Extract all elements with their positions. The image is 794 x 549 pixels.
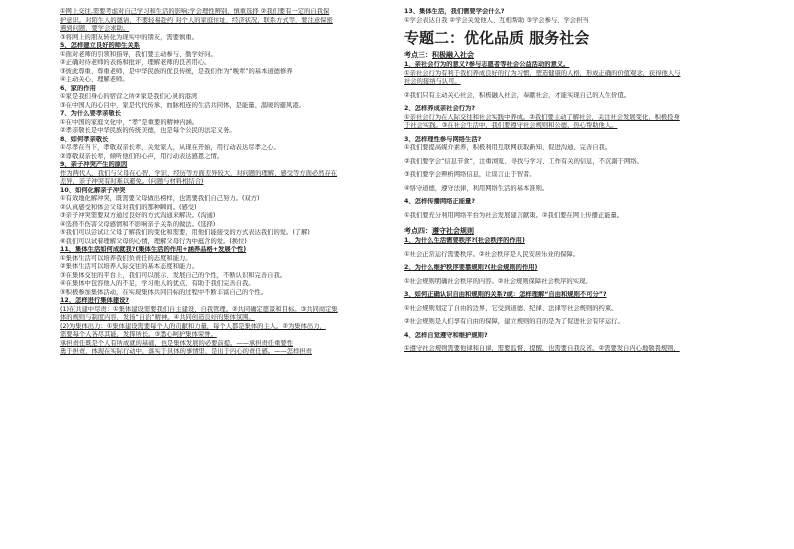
question-heading: 3、如何正确认识自由和规则的关系?或：怎样理解“自由和规则不可分”? — [404, 291, 607, 298]
topic-title: 专题二：优化品质 服务社会 — [404, 29, 590, 47]
text-line: 勇于担责，体现在实际行动中，落实于具体的事情里，是出于内心的责任感。——怎样担责 — [60, 348, 312, 355]
text-line: ①我们要提高媒介素养，积极利用互联网获取新知、促进沟通、完善自我。 — [404, 144, 612, 151]
exam-point-4-heading — [404, 226, 744, 236]
question-heading: 1、为什么生活需要秩序?(社会秩序的作用) — [404, 237, 525, 244]
text-line: ①遵守社会规则需要他律和自律，需要监督、提醒，也需要自我反省。②需要发自内心地敬畏规则， — [404, 345, 680, 352]
text-line: ①我们要充分利用网络平台为社会发展建言献策。②我们要在网上传播正能量。 — [404, 211, 624, 219]
text-line: ①亲社会行为在人际交往和社会实践中养成。②我们要主动了解社会，关注社会发展变化，积极投身 — [404, 113, 680, 121]
text-line: ⑥我们可以试着理解父母的心情，理解父母行为中蕴含的爱。(换位) — [60, 237, 247, 245]
text-line: 承担责任既是个人有所成就的基础，也是集体发展的必要前提。——承担责任重要性 — [60, 339, 293, 347]
text-line: 于社会实践。③在社会生活中，我们要遵守社会规则和公德，热心帮助他人。 — [404, 122, 618, 129]
question-heading: 2、怎样养成亲社会行为? — [404, 105, 476, 112]
text-line: 护意识。对陌生人的邀请，不要轻易赴约 对个人的家庭住址、经济状况、联系方式等，要注意保密 — [60, 16, 333, 24]
text-line: ②尊敬双亲长辈，倾听他们的心声，用行动表达感恩之情。 — [60, 152, 224, 160]
question-heading: 6、家的作用 — [60, 84, 96, 92]
text-line: 需要每个人各尽其能，发挥所长。③悉心呵护集体荣誉。 — [60, 331, 217, 338]
question-heading: 12、怎样进行集体建设? — [60, 297, 130, 304]
left-column — [60, 8, 380, 357]
text-line: ②孝亲敬长是中华民族的传统美德，也是每个公民的法定义务。 — [60, 127, 236, 134]
text-line: ①尽孝在当下，孝敬双亲长辈，关爱家人，从现在开始，用行动表达尽孝之心。 — [60, 144, 280, 151]
question-heading: 10、如何化解亲子冲突 — [60, 186, 126, 194]
text-line: 遇到问题，要学会求助。 — [60, 25, 130, 32]
text-line: ⑤我们可以尝试让父母了解我们的变化和需要，用他们能接受的方式表达我们的爱。(了解) — [60, 229, 310, 236]
question-heading: 4、怎样自觉遵守和维护规则? — [404, 331, 488, 339]
text-line: (1)在共建中尽责：①集体建设需要我们自主建设、自我管理。②共同确定愿景和目标。③共同商定集 — [60, 305, 338, 313]
text-line: ③亲子冲突需要双方通过良好的方式沟通来解决。(沟通) — [60, 212, 216, 219]
text-line: ①亲社会行为有利于我们养成良好的行为习惯，塑造健康的人格，形成正确的价值观念，获得他人与 — [404, 69, 681, 77]
section-13 — [404, 8, 744, 25]
text-line: ②集体生活可以培养人际交往的基本态度和能力。 — [60, 263, 198, 270]
text-line: ②我们要学会“信息节食”，注重浏览、寻找与学习、工作有关的信息，不沉溺于网络。 — [404, 157, 643, 165]
question-heading: 5、怎样建立良好的师生关系 — [60, 42, 140, 49]
text-line: ③在中国人的心目中，家是代代传承、血脉相连的生活共同体，是能量、温暖的避风港。 — [60, 101, 305, 109]
text-line: 差异，亲子冲突有时难以避免。(问题与材料相结合) — [60, 178, 204, 185]
exam-point-3-prefix: 考点三： — [404, 51, 432, 59]
text-line: ①社会规则明确社会秩序的内容。②社会规则保障社会秩序的实现。 — [404, 277, 592, 285]
text-line: 社会的接纳与认可。 — [404, 78, 461, 85]
text-line: ④在集体中包容他人的不足，学习他人的优点，有助于我们完善自我。 — [60, 280, 255, 287]
text-line: 体的规则与制度内容，发扬“自治”精神。④共同创造良好的集体氛围。 — [60, 314, 255, 321]
question-heading: 2、为什么维护秩序要靠规则?(社会规则的作用) — [404, 264, 538, 271]
exam-point-3-title: 积极融入社会 — [432, 51, 474, 59]
question-heading: 4、怎样传播网络正能量? — [404, 198, 476, 205]
text-line: ④主动关心、理解老师。 — [60, 76, 129, 83]
exam-point-3-body — [404, 61, 744, 220]
text-line: ②认真感受和体会父母对我们的那种瞬间。(感受) — [60, 203, 197, 211]
text-line: ①学会表达自我 ②学会关爱他人、互相帮助 ③学会参与、学会担当 — [404, 16, 589, 24]
question-heading: 13、集体生活，我们需要学会什么? — [404, 8, 505, 15]
text-line: ③在集体交往的平台上，我们可以展示、发展自己的个性，不断认识和完善自我。 — [60, 271, 287, 279]
text-line: ③彼此尊重、尊重老师，是中华民族的优良传统，是我们作为“晚辈”的基本道德修养 — [60, 67, 293, 75]
exam-point-3-heading — [404, 50, 744, 60]
right-column — [404, 8, 744, 354]
text-line: ③将网上的朋友转化为现实中的朋友，需要慎重。 — [60, 33, 198, 41]
text-line: ②社会规则是人们享有自由的保障，建立规则的目的是为了促进社会有序运行。 — [404, 318, 624, 325]
text-line: (2)为集体出力：①集体建设需要每个人的贡献和力量，每个人都是集体的主人。②为集体出力， — [60, 322, 326, 330]
text-line: ②正确对待老师的表扬和批评，理解老师的良苦用心。 — [60, 59, 211, 66]
question-heading: 8、如何孝亲敬长 — [60, 135, 109, 143]
question-heading: 9、亲子冲突产生的原因 — [60, 161, 128, 168]
exam-point-4-prefix: 考点四： — [404, 227, 432, 235]
text-line: ①家是我们身心的宿营之所②家是我们心灵的港湾 — [60, 93, 198, 100]
text-line: ①面对老师的引领和指导，我们要主动参与、勤学好问。 — [60, 50, 217, 58]
text-line: ⑤积极参加集体活动，在实现集体共同目标的过程中不断丰富自己的个性。 — [60, 288, 268, 296]
exam-point-4-body — [404, 237, 744, 354]
question-heading: 3、怎样理性参与网络生活? — [404, 135, 482, 143]
text-line: 作为两代人，我们与父母在心智、学识、经历等方面差异较大，对问题的理解、感受等方面必然存在 — [60, 169, 338, 177]
text-line: ①集体生活可以培养我们负责任的态度和能力。 — [60, 254, 192, 262]
question-heading: 1、亲社会行为的意义?参与志愿者等社会公益活动的意义。 — [404, 61, 570, 68]
text-line: ①社会正常运行需要秩序。②社会秩序是人民安居乐业的保障。 — [404, 250, 580, 258]
text-line: ①有效地化解冲突，既需要父母做出榜样，也需要我们自己努力。(双方) — [60, 195, 260, 202]
text-line: ①社会规则划定了自由的边界，它受到道德、纪律、法律等社会规则的约束。 — [404, 304, 618, 312]
question-heading: 11、集体生活如何成就我?(集体生活的作用+涵养品格+发展个性) — [60, 246, 247, 253]
text-line: ①网上交往,需要考虑对自己学习和生活的影响;学会理性辨别、慎重选择 ②我们要有一定的自我保 — [60, 8, 330, 15]
text-line: ④恪守道德，遵守法律，利用网络生活的基本准则。 — [404, 184, 549, 192]
text-line: ②我们只有主动关心社会，积极融入社会，奉献社会，才能实现自己的人生价值。 — [404, 91, 631, 99]
text-line: ④选择不伤害父母感情和不影响亲子关系的做法。(选择) — [60, 220, 216, 228]
text-line: ③我们要学会辨析网络信息，让谣言止于智者。 — [404, 171, 536, 178]
exam-point-4-title: 遵守社会规则 — [432, 227, 474, 235]
question-heading: 7、为什么要孝亲敬长 — [60, 110, 122, 117]
text-line: ①在中国的家庭文化中，“孝”是重要的精神内涵。 — [60, 118, 199, 126]
